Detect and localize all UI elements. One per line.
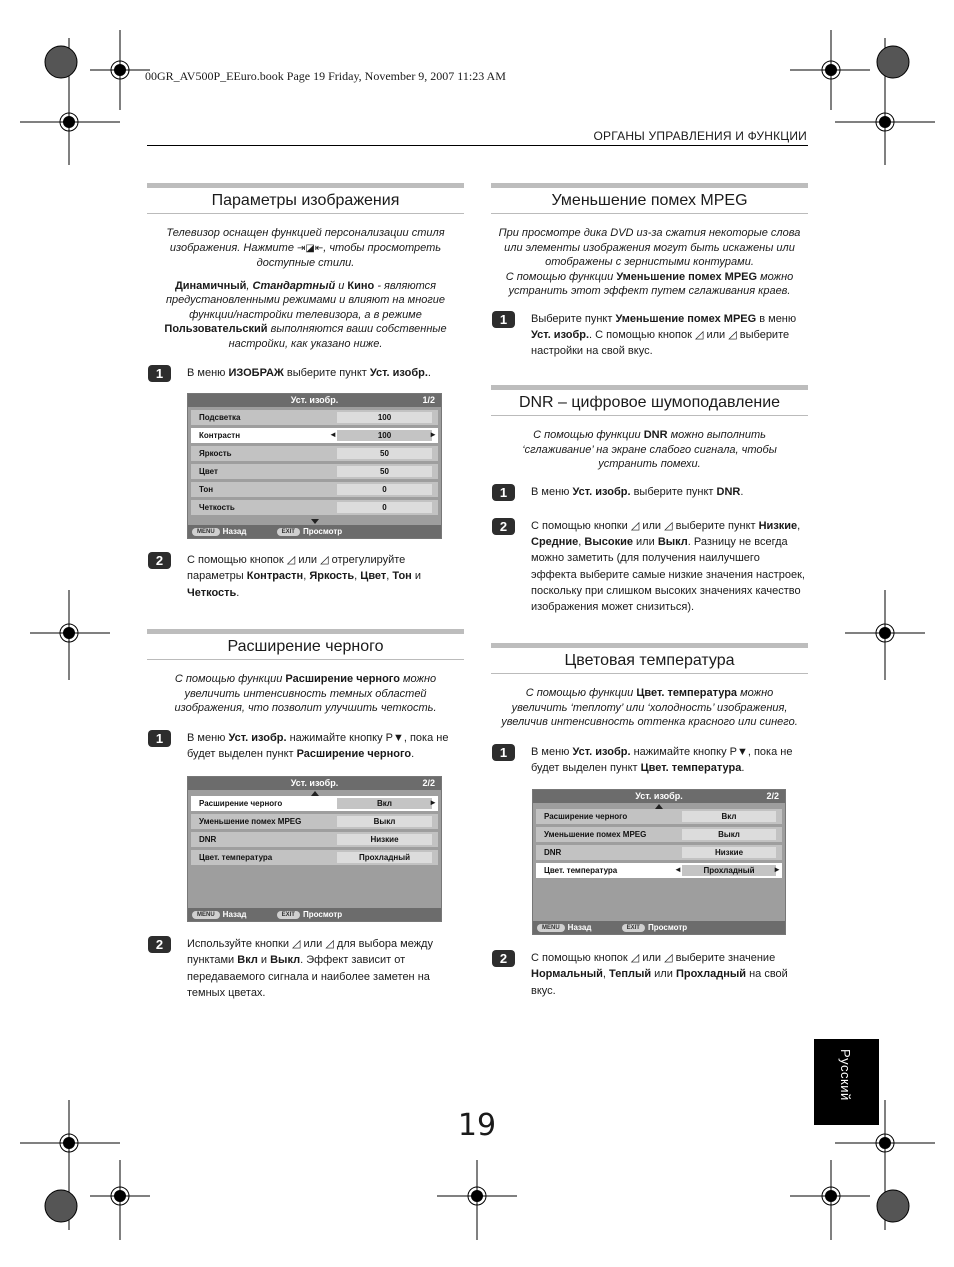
- t: .: [427, 367, 431, 379]
- minus-icon: ◿: [292, 938, 301, 950]
- menu-button-icon: MENU: [192, 528, 220, 536]
- t: Уменьшение помех MPEG: [616, 270, 758, 283]
- t: .: [411, 747, 415, 760]
- t: или: [295, 554, 321, 566]
- menu-row[interactable]: [191, 464, 438, 479]
- picture-params-step-2: [147, 542, 464, 601]
- step-1: [147, 365, 464, 381]
- menu-row[interactable]: [191, 850, 438, 865]
- t: Цвет: [360, 570, 387, 583]
- section-title: Расширение черного: [147, 634, 464, 660]
- row-value: Прохладный: [682, 865, 776, 876]
- t: Контрастн: [246, 570, 304, 583]
- minus-icon: ◿: [630, 952, 640, 964]
- row-label: Тон: [199, 485, 214, 494]
- menu-row[interactable]: [191, 814, 438, 829]
- t: можно увеличить ‘теплоту’ или ‘холодность’ изображения, увеличив интенсивность оттенка красного или синего.: [501, 687, 798, 728]
- plus-icon: ◿: [325, 938, 334, 950]
- row-value: Выкл: [337, 816, 432, 827]
- intro-part: , чтобы просмотреть доступные стили.: [256, 241, 442, 269]
- row-label: Четкость: [199, 503, 235, 512]
- section-title: Цветовая температура: [491, 648, 808, 674]
- t: ,: [602, 968, 610, 981]
- menu-row[interactable]: [536, 827, 782, 842]
- t: выберите значение: [672, 952, 776, 964]
- row-label: Уменьшение помех MPEG: [199, 817, 302, 826]
- screen-page: 2/2: [766, 791, 779, 801]
- section-black-extension: [147, 629, 464, 762]
- t: Уст. изобр.: [572, 745, 631, 758]
- step-badge: 1: [492, 484, 515, 501]
- t: и: [257, 954, 271, 967]
- view-label: Просмотр: [647, 923, 688, 932]
- row-value: Вкл: [337, 798, 432, 809]
- step-2: [147, 936, 464, 1001]
- t: и: [411, 570, 422, 583]
- black-ext-step-2: [147, 925, 464, 1001]
- back-label: Назад: [222, 910, 247, 919]
- t: С помощью кнопок: [531, 952, 631, 964]
- menu-row[interactable]: [191, 446, 438, 461]
- t: Выберите пункт: [531, 312, 616, 325]
- menu-screen-picture-settings-2: [187, 776, 442, 922]
- step-badge: 2: [148, 552, 171, 569]
- row-label: Яркость: [199, 449, 232, 458]
- t: С помощью функции: [174, 673, 286, 685]
- menu-button-icon: MENU: [192, 911, 220, 919]
- step-1: [491, 744, 808, 777]
- scroll-down-icon: [311, 519, 319, 524]
- row-label: Подсветка: [199, 413, 241, 422]
- t: Тон: [392, 570, 412, 583]
- intro-text: [147, 226, 464, 271]
- t: .: [740, 485, 744, 498]
- row-label: Расширение черного: [199, 799, 283, 808]
- t: DNR: [716, 485, 741, 498]
- t: выберите пункт: [283, 367, 370, 379]
- row-value: Низкие: [337, 834, 432, 845]
- t: в меню: [756, 312, 797, 325]
- t: можно увеличить интенсивность темных областей изображения, что позволит улучшить четкость.: [174, 673, 437, 714]
- t: отрегулируйте параметры: [187, 554, 406, 583]
- t: Яркость: [309, 570, 355, 583]
- section-picture-params: [147, 183, 464, 381]
- t: При просмотре дика DVD из-за сжатия некоторые слова или элементы изображения могут быть искажены или отображены с зернистыми контурами.: [498, 227, 801, 268]
- t: можно устранить этот эффект путем сглаживания краев.: [508, 270, 794, 297]
- back-label: Назад: [222, 527, 247, 536]
- t: нажимайте кнопку P▼, пока не будет выделен пункт: [187, 731, 449, 760]
- row-label: DNR: [199, 835, 217, 844]
- row-label: Цвет: [199, 467, 218, 476]
- screen-page: 2/2: [422, 778, 435, 788]
- menu-row-selected[interactable]: [536, 863, 782, 878]
- language-label: Русский: [838, 1049, 853, 1101]
- t: Расширение черного: [296, 747, 412, 760]
- intro-text: [491, 428, 808, 472]
- screen-page: 1/2: [422, 395, 435, 405]
- t: . Эффект зависит от передаваемого сигнала и наиболее заметен на темных цветах.: [187, 954, 430, 999]
- section-dnr: [491, 385, 808, 616]
- t: Расширение черного: [285, 673, 400, 685]
- screen-title: Уст. изобр.: [290, 395, 339, 405]
- screen-header: [188, 777, 441, 790]
- menu-screen-picture-settings-3: [532, 789, 786, 935]
- t: DNR: [643, 429, 668, 441]
- step-badge: 2: [148, 936, 171, 953]
- t: Выкл: [657, 536, 688, 549]
- step-2: [491, 518, 808, 616]
- row-label: Цвет. температура: [544, 866, 618, 875]
- step-badge: 2: [492, 950, 515, 967]
- t: ,: [797, 519, 801, 532]
- mode-dynamic: Динамичный: [174, 279, 247, 292]
- modes-desc-end: выполняются ваши собственные настройки, как указано ниже.: [228, 323, 447, 350]
- intro-text: [491, 686, 808, 730]
- t: Средние: [531, 536, 579, 549]
- plus-icon: ◿: [664, 952, 673, 964]
- intro-text: [491, 226, 808, 299]
- right-arrow-icon: ►: [429, 430, 437, 439]
- color-temp-step-2: [491, 939, 808, 999]
- view-label: Просмотр: [302, 527, 343, 536]
- sep: и: [335, 279, 348, 292]
- t: ,: [578, 536, 585, 549]
- step-2: [147, 552, 464, 601]
- section-title: Уменьшение помех MPEG: [491, 188, 808, 214]
- step-1: [491, 484, 808, 500]
- menu-row[interactable]: [536, 845, 782, 860]
- intro-text: [147, 672, 464, 716]
- mode-user: Пользовательский: [164, 323, 268, 335]
- row-value: 100: [337, 412, 432, 423]
- section-title: Параметры изображения: [147, 188, 464, 214]
- intro-part: Телевизор оснащен функцией персонализации стиля изображения. Нажмите: [166, 227, 445, 254]
- row-value: 100: [337, 430, 432, 441]
- t: или: [632, 536, 658, 549]
- t: можно выполнить ‘сглаживание’ на экране слабого сигнала, чтобы устранить помехи.: [522, 429, 777, 470]
- screen-title: Уст. изобр.: [290, 778, 339, 788]
- row-value: 0: [337, 484, 432, 495]
- step-badge: 2: [492, 518, 515, 535]
- t: В меню: [187, 731, 229, 744]
- minus-icon: ◿: [694, 328, 704, 341]
- section-color-temperature: [491, 643, 808, 776]
- file-info: 00GR_AV500P_EEuro.book Page 19 Friday, November 9, 2007 11:23 AM: [145, 69, 506, 83]
- t: Цвет. температура: [640, 761, 742, 774]
- exit-button-icon: EXIT: [622, 924, 645, 932]
- t: С помощью функции: [505, 270, 617, 283]
- t: выберите настройки на свой вкус.: [531, 328, 790, 358]
- t: С помощью кнопок: [187, 554, 287, 566]
- t: ,: [303, 570, 310, 583]
- row-label: Уменьшение помех MPEG: [544, 830, 647, 839]
- right-arrow-icon: ►: [773, 865, 781, 874]
- t: выберите пункт: [672, 519, 759, 532]
- plus-icon: ◿: [728, 328, 737, 341]
- t: ,: [354, 570, 361, 583]
- exit-button-icon: EXIT: [277, 528, 300, 536]
- t: Вкл: [237, 954, 258, 967]
- menu-row-selected[interactable]: [191, 796, 438, 811]
- t: или: [639, 519, 665, 532]
- row-value: Прохладный: [337, 852, 432, 863]
- step-badge: 1: [492, 744, 515, 761]
- menu-row-selected[interactable]: [191, 428, 438, 443]
- section-mpeg-nr: [491, 183, 808, 359]
- row-label: Контрастн: [199, 431, 241, 440]
- left-arrow-icon: ◄: [329, 430, 337, 439]
- t: С помощью функции: [533, 429, 644, 441]
- t: Выкл: [270, 954, 301, 967]
- row-label: Расширение черного: [544, 812, 628, 821]
- screen-title: Уст. изобр.: [635, 791, 683, 801]
- t: С помощью кнопки: [531, 519, 631, 532]
- t: Четкость: [187, 586, 237, 599]
- t: Уст. изобр.: [369, 367, 428, 379]
- row-value: Выкл: [682, 829, 776, 840]
- view-label: Просмотр: [302, 910, 343, 919]
- page-number: 19: [457, 1108, 497, 1143]
- plus-icon: ◿: [664, 519, 673, 532]
- row-value: Вкл: [682, 811, 776, 822]
- menu-row[interactable]: [536, 809, 782, 824]
- step-1: [491, 311, 808, 360]
- row-value: 50: [337, 448, 432, 459]
- t: или: [300, 938, 326, 950]
- t: В меню: [531, 745, 573, 758]
- left-arrow-icon: ◄: [674, 865, 682, 874]
- menu-row[interactable]: [191, 500, 438, 515]
- t: Теплый: [609, 968, 652, 981]
- menu-screen-picture-settings-1: [187, 393, 442, 539]
- t: Низкие: [758, 519, 798, 532]
- row-value: 50: [337, 466, 432, 477]
- menu-row[interactable]: [191, 410, 438, 425]
- t: нажимайте кнопку P▼, пока не будет выделен пункт: [531, 745, 793, 774]
- header-rule: [147, 145, 808, 146]
- t: Уст. изобр.: [228, 731, 287, 744]
- menu-button-icon: MENU: [537, 924, 565, 932]
- t: или: [651, 968, 676, 981]
- picture-mode-icon: ⇥◪⇤: [297, 242, 324, 254]
- t: Нормальный: [531, 968, 603, 981]
- mode-standard: Стандартный: [252, 279, 336, 292]
- t: В меню: [187, 367, 229, 379]
- t: Прохладный: [675, 968, 747, 981]
- right-arrow-icon: ►: [429, 798, 437, 807]
- t: на свой вкус.: [531, 968, 788, 997]
- exit-button-icon: EXIT: [277, 911, 300, 919]
- menu-row[interactable]: [191, 832, 438, 847]
- section-title: DNR – цифровое шумоподавление: [491, 390, 808, 416]
- t: или: [703, 328, 729, 341]
- step-badge: 1: [148, 365, 171, 382]
- row-value: 0: [337, 502, 432, 513]
- row-label: Цвет. температура: [199, 853, 273, 862]
- t: или: [639, 952, 665, 964]
- t: . С помощью кнопок: [589, 328, 695, 341]
- screen-header: [533, 790, 785, 803]
- screen-footer: [533, 921, 785, 934]
- screen-header: [188, 394, 441, 407]
- step-badge: 1: [492, 311, 515, 328]
- screen-footer: [188, 525, 441, 538]
- row-value: Низкие: [682, 847, 776, 858]
- t: Высокие: [584, 536, 633, 549]
- t: Уменьшение помех MPEG: [615, 312, 757, 325]
- t: В меню: [531, 485, 573, 498]
- mode-cinema: Кино: [347, 279, 375, 292]
- sep: ,: [246, 279, 253, 292]
- t: .: [236, 586, 240, 599]
- back-label: Назад: [567, 923, 592, 932]
- t: Используйте кнопки: [187, 938, 293, 950]
- minus-icon: ◿: [630, 519, 640, 532]
- step-badge: 1: [148, 730, 171, 747]
- modes-text: [147, 279, 464, 352]
- screen-footer: [188, 908, 441, 921]
- t: С помощью функции: [525, 687, 637, 699]
- t: ,: [386, 570, 393, 583]
- t: выберите пункт: [630, 485, 717, 498]
- t: ИЗОБРАЖ: [228, 367, 284, 379]
- t: Уст. изобр.: [572, 485, 631, 498]
- step-1: [147, 730, 464, 763]
- t: Цвет. температура: [636, 687, 738, 699]
- chapter-heading: ОРГАНЫ УПРАВЛЕНИЯ И ФУНКЦИИ: [593, 129, 807, 143]
- minus-icon: ◿: [286, 554, 296, 566]
- modes-desc: - являются предустановленными режимами и влияют на многие функции/настройки телевизора, а в режиме: [165, 279, 446, 321]
- t: для выбора между пунктами: [187, 938, 433, 967]
- plus-icon: ◿: [320, 554, 329, 566]
- step-2: [491, 950, 808, 999]
- t: .: [741, 761, 745, 774]
- t: . Разницу не всегда можно заметить (для получения наилучшего эффекта выберите самые низкие значения настроек, поскольку при слишком высоких значениях качество изображения может снизиться).: [531, 536, 805, 614]
- menu-row[interactable]: [191, 482, 438, 497]
- row-label: DNR: [544, 848, 562, 857]
- t: Уст. изобр.: [531, 328, 590, 341]
